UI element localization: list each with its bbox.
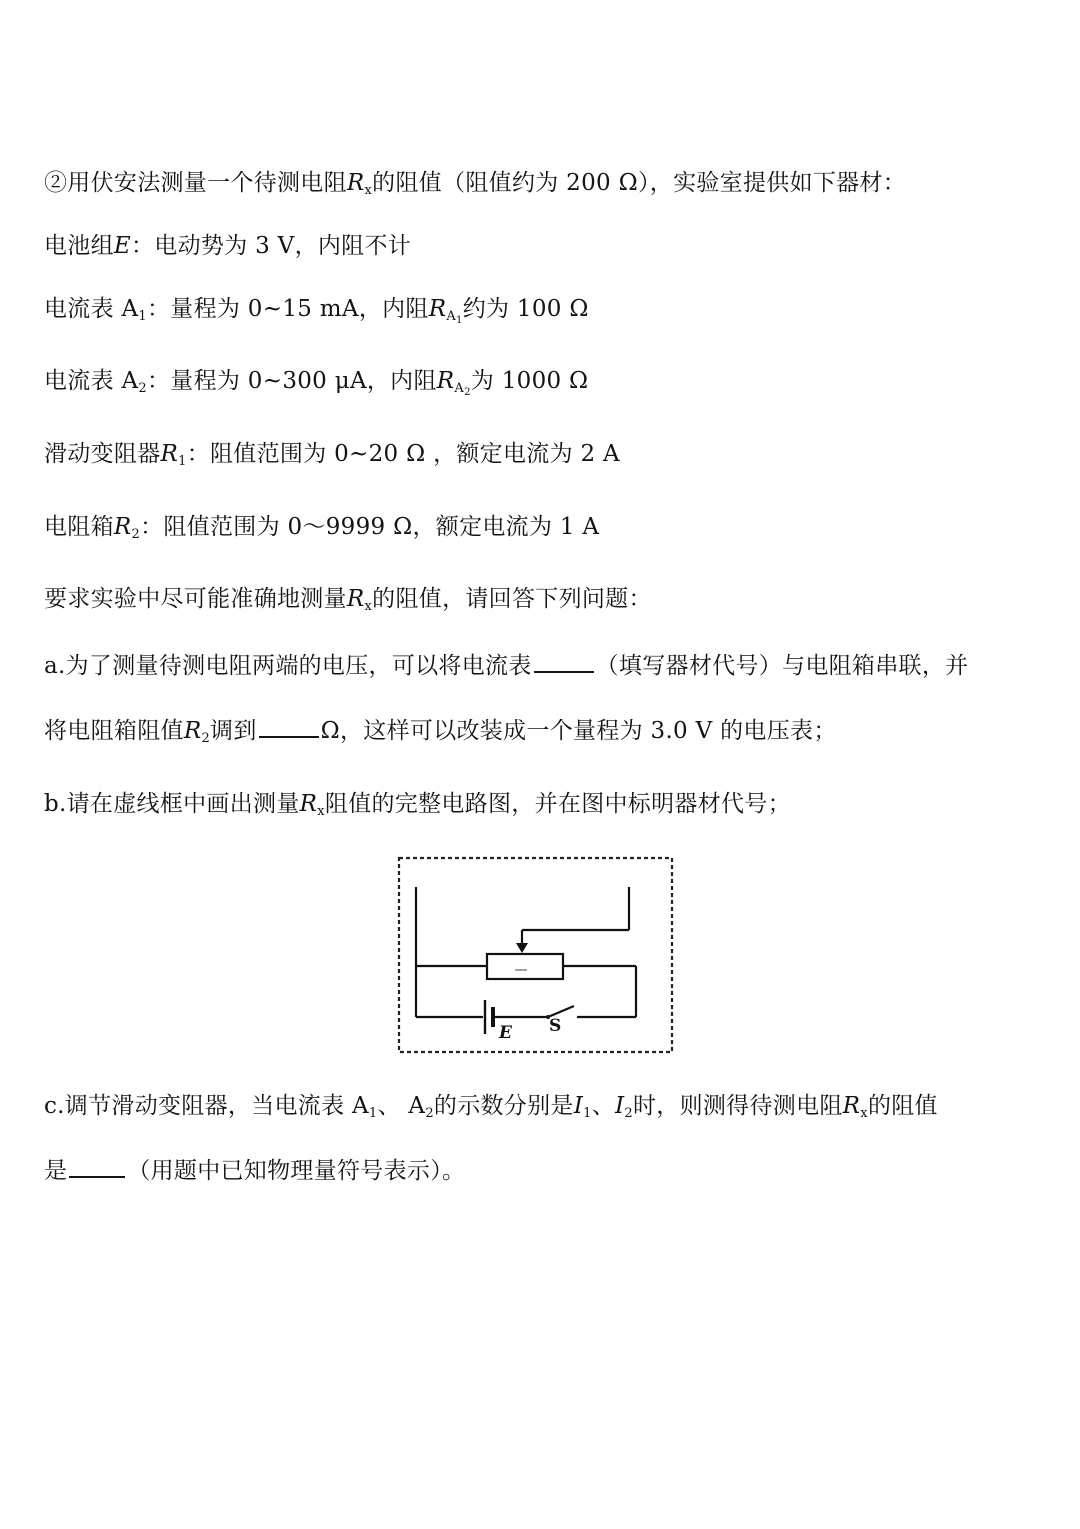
subscript-1: 1 bbox=[368, 1106, 378, 1121]
text-a2-prefix: 电流表 A bbox=[44, 368, 139, 394]
answer-blank-resistance[interactable] bbox=[259, 716, 319, 738]
text-qa-line2-suffix: Ω，这样可以改装成一个量程为 3.0 V 的电压表； bbox=[320, 718, 837, 744]
text-q2-prefix: ②用伏安法测量一个待测电阻 bbox=[44, 170, 347, 196]
answer-blank-rx[interactable] bbox=[69, 1156, 125, 1178]
text-a2-suffix: 为 1000 Ω bbox=[470, 368, 589, 394]
subscript-1: 1 bbox=[178, 454, 187, 469]
subscript-2: 2 bbox=[464, 387, 471, 398]
subscript-1: 1 bbox=[138, 309, 147, 324]
answer-blank-ammeter[interactable] bbox=[534, 651, 594, 673]
question-a-line-1 bbox=[44, 651, 968, 681]
text-resbox-suffix: ：阻值范围为 0～9999 Ω，额定电流为 1 A bbox=[140, 514, 600, 540]
text-qc-line2-suffix: （用题中已知物理量符号表示）。 bbox=[127, 1158, 466, 1184]
question-a-line-2 bbox=[44, 716, 837, 754]
subscript-1: 1 bbox=[583, 1106, 592, 1121]
text-qa-line1-prefix: a.为了测量待测电阻两端的电压，可以将电流表 bbox=[44, 653, 532, 679]
symbol-r: R bbox=[842, 1093, 861, 1119]
requirement-text bbox=[44, 584, 652, 622]
symbol-r: R bbox=[346, 586, 365, 612]
text-qc-after: 时，则测得待测电阻 bbox=[632, 1093, 843, 1119]
symbol-r: R bbox=[428, 296, 447, 322]
symbol-r: R bbox=[183, 718, 202, 744]
text-qc-line1-prefix: c.调节滑动变阻器，当电流表 A bbox=[44, 1093, 369, 1119]
equipment-ammeter-a1 bbox=[44, 294, 589, 336]
subscript-x: x bbox=[364, 599, 373, 614]
text-rheostat-prefix: 滑动变阻器 bbox=[44, 441, 161, 467]
subscript-2: 2 bbox=[425, 1106, 434, 1121]
symbol-e: E bbox=[113, 233, 131, 259]
subscript-a: A bbox=[446, 309, 457, 324]
symbol-r: R bbox=[299, 791, 318, 817]
subscript-2: 2 bbox=[131, 527, 141, 542]
symbol-r: R bbox=[436, 368, 455, 394]
subscript-x: x bbox=[317, 804, 325, 819]
text-qb-prefix: b.请在虚线框中画出测量 bbox=[44, 791, 300, 817]
question-b bbox=[44, 789, 791, 827]
equipment-resistance-box bbox=[44, 512, 599, 550]
text-battery-prefix: 电池组 bbox=[44, 233, 114, 259]
question-c-line-2 bbox=[44, 1156, 465, 1186]
text-qc-i-sep: 、 bbox=[591, 1093, 615, 1119]
text-qc-sep: 、 A bbox=[377, 1093, 426, 1119]
subscript-2: 2 bbox=[138, 381, 147, 396]
subscript-2: 2 bbox=[201, 731, 211, 746]
subscript-a: A bbox=[454, 381, 465, 396]
text-resbox-prefix: 电阻箱 bbox=[44, 514, 114, 540]
rheostat-resistor bbox=[487, 954, 563, 979]
text-rheostat-suffix: ：阻值范围为 0~20 Ω ，额定电流为 2 A bbox=[186, 441, 620, 467]
switch-label: S bbox=[549, 1016, 562, 1036]
question-2-intro bbox=[44, 168, 906, 206]
text-qc-end: 的阻值 bbox=[867, 1093, 938, 1119]
text-a1-mid: ：量程为 0~15 mA，内阻 bbox=[147, 296, 429, 322]
text-q2-suffix: 的阻值（阻值约为 200 Ω），实验室提供如下器材： bbox=[372, 170, 907, 196]
symbol-i: I bbox=[573, 1093, 584, 1119]
symbol-i: I bbox=[615, 1093, 625, 1119]
equipment-battery bbox=[44, 231, 411, 261]
equipment-ammeter-a2 bbox=[44, 366, 588, 408]
text-require-prefix: 要求实验中尽可能准确地测量 bbox=[44, 586, 347, 612]
symbol-r: R bbox=[113, 514, 132, 540]
text-qc-mid: 的示数分别是 bbox=[433, 1093, 574, 1119]
text-a1-suffix: 约为 100 Ω bbox=[462, 296, 589, 322]
text-qa-line1-suffix: （填写器材代号）与电阻箱串联，并 bbox=[595, 653, 969, 679]
text-battery-suffix: ：电动势为 3 V，内阻不计 bbox=[131, 233, 412, 259]
text-qa-line2-mid: 调到 bbox=[210, 718, 257, 744]
subscript-2: 2 bbox=[624, 1106, 633, 1121]
symbol-r: R bbox=[160, 441, 179, 467]
circuit-diagram[interactable] bbox=[396, 855, 676, 1055]
text-qa-line2-prefix: 将电阻箱阻值 bbox=[44, 718, 184, 744]
subscript-1: 1 bbox=[456, 315, 463, 326]
question-c-line-1 bbox=[44, 1091, 938, 1129]
slider-arrow-icon bbox=[516, 943, 528, 953]
battery-label: E bbox=[499, 1023, 512, 1043]
text-a2-mid: ：量程为 0~300 μA，内阻 bbox=[147, 368, 437, 394]
text-qc-line2-prefix: 是 bbox=[44, 1158, 68, 1184]
subscript-x: x bbox=[860, 1106, 868, 1121]
text-a1-prefix: 电流表 A bbox=[44, 296, 139, 322]
text-require-suffix: 的阻值，请回答下列问题： bbox=[372, 586, 652, 612]
symbol-r: R bbox=[346, 170, 365, 196]
equipment-rheostat bbox=[44, 439, 620, 477]
subscript-x: x bbox=[364, 183, 373, 198]
text-qb-suffix: 阻值的完整电路图，并在图中标明器材代号； bbox=[324, 791, 791, 817]
